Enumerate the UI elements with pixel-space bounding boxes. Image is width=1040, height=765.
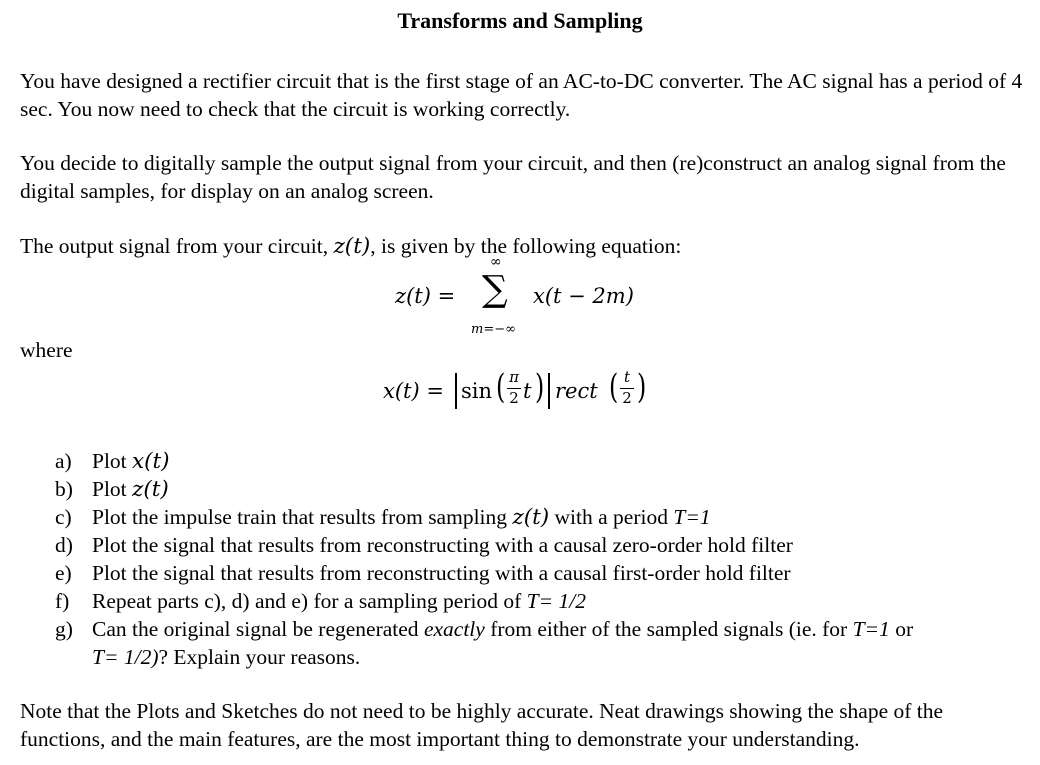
item-text: Plot x(t) [92,449,170,474]
paren-open-2: ( [608,367,619,407]
sin-label: sin [461,379,493,403]
item-label: a) [55,449,72,473]
output-signal-var: z(t) [333,234,371,259]
abs-bar-right [548,373,550,409]
item-label: f) [55,589,70,613]
page-title: Transforms and Sampling [397,8,643,33]
intro-paragraph: You have designed a rectifier circuit that is the first stage of an AC-to-DC converter. The AC signal has a period of 4 sec. You now need to check that the circuit is working correctly. [20,69,1023,121]
rect-label: rect [555,379,598,403]
item-label: d) [55,533,73,557]
frac-pi: π [509,368,519,386]
item-text: Plot the signal that results from reconstructing with a causal zero-order hold filter [92,533,793,557]
equation-x [383,367,683,429]
item-text-line1: Can the original signal be regenerated exactly from either of the sampled signals (ie. for T=1 or [92,617,914,641]
item-label: e) [55,561,72,585]
output-signal-text-post: , is given by the following equation: [370,234,682,258]
output-signal-paragraph [20,232,1025,261]
frac-two-1: 2 [509,389,519,407]
equation-z-lhs: z(t) = [395,284,456,308]
paren-close-1: ) [534,367,545,407]
abs-bar-left [455,373,457,409]
sum-symbol: ∑ [482,269,508,310]
sampling-paragraph: You decide to digitally sample the output signal from your circuit, and then (re)construct an analog signal from the digital samples, for display on an analog screen. [20,151,1006,203]
item-text: Plot z(t) [92,477,169,502]
frac-t: t [623,368,631,386]
item-text-line2: T= 1/2)? Explain your reasons. [92,645,361,669]
equation-z-rhs: x(t − 2m) [533,284,634,308]
output-signal-text-pre: The output signal from your circuit, [20,234,334,258]
note-paragraph: Note that the Plots and Sketches do not need to be highly accurate. Neat drawings showing the shape of the functions, and the main features, are the most important thing to demonstrate your understanding. [20,699,944,751]
item-text: Plot the signal that results from reconstructing with a causal first-order hold filter [92,561,791,585]
paren-close-2: ) [636,367,647,407]
paren-open-1: ( [495,367,506,407]
sum-upper-limit: ∞ [490,254,502,270]
item-text: Plot the impulse train that results from sampling z(t) with a period T=1 [92,505,711,530]
item-label: g) [55,617,73,641]
sum-lower-limit: m=−∞ [471,322,516,337]
question-list [55,447,1035,677]
equation-x-lhs: x(t) = [383,379,444,403]
where-label: where [20,338,73,362]
frac-two-2: 2 [622,389,632,407]
t-var: t [523,379,532,403]
item-label: b) [55,477,73,501]
item-text: Repeat parts c), d) and e) for a sampling period of T= 1/2 [92,589,586,613]
item-label: c) [55,505,72,529]
